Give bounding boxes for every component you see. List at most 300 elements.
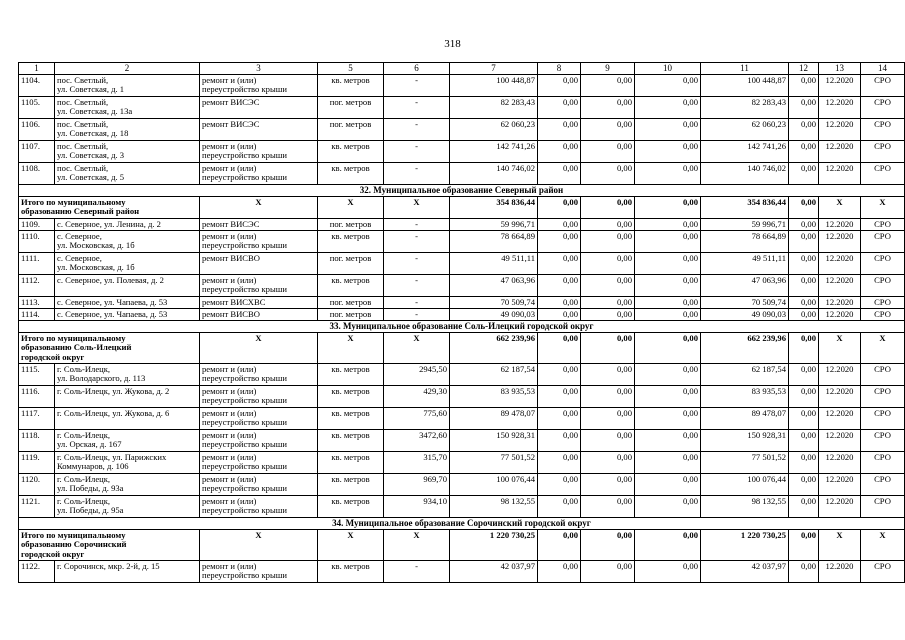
table-cell: 12.2020 <box>819 429 861 451</box>
column-number-cell: 9 <box>581 63 635 75</box>
total-label: Итого по муниципальному образованию Сорочинский городской округ <box>19 529 200 560</box>
table-row <box>19 473 905 495</box>
table-cell: пос. Светлый, ул. Советская, д. 1 <box>55 74 200 96</box>
table-cell: 78 664,89 <box>701 230 789 252</box>
table-cell: 0,00 <box>538 363 581 385</box>
table-cell: 12.2020 <box>819 252 861 274</box>
table-cell: 0,00 <box>635 429 701 451</box>
table-cell: СРО <box>861 274 905 296</box>
table-cell: 62 187,54 <box>450 363 538 385</box>
table-row <box>19 230 905 252</box>
table-cell: с. Северное, ул. Ленина, д. 2 <box>55 218 200 230</box>
table-cell: кв. метров <box>318 560 384 582</box>
table-cell: 0,00 <box>635 162 701 184</box>
table-cell: 0,00 <box>581 296 635 308</box>
table-cell: ремонт и (или) переустройство крыши <box>200 407 318 429</box>
table-cell: кв. метров <box>318 473 384 495</box>
table-cell: - <box>384 96 450 118</box>
total-cell: 1 220 730,25 <box>701 529 789 560</box>
table-cell: 98 132,55 <box>701 495 789 517</box>
table-cell: 62 060,23 <box>450 118 538 140</box>
table-cell: 0,00 <box>789 230 819 252</box>
table-cell: 0,00 <box>789 252 819 274</box>
capital-repair-table <box>18 62 905 583</box>
table-cell: 0,00 <box>635 385 701 407</box>
table-cell: - <box>384 252 450 274</box>
table-cell: 0,00 <box>789 429 819 451</box>
total-cell: Х <box>861 196 905 218</box>
table-cell: ремонт и (или) переустройство крыши <box>200 495 318 517</box>
table-cell: 0,00 <box>538 252 581 274</box>
table-cell: 0,00 <box>789 96 819 118</box>
row-number-cell: 1109. <box>19 218 55 230</box>
total-cell: 0,00 <box>538 196 581 218</box>
column-number-cell: 6 <box>384 63 450 75</box>
table-cell: кв. метров <box>318 230 384 252</box>
table-row <box>19 308 905 320</box>
table-cell: 142 741,26 <box>701 140 789 162</box>
table-cell: 0,00 <box>581 140 635 162</box>
table-cell: 934,10 <box>384 495 450 517</box>
table-cell: пос. Светлый, ул. Советская, д. 3 <box>55 140 200 162</box>
table-cell: - <box>384 218 450 230</box>
table-cell: кв. метров <box>318 363 384 385</box>
table-cell: СРО <box>861 560 905 582</box>
table-row <box>19 429 905 451</box>
table-cell: 0,00 <box>538 230 581 252</box>
table-cell: 12.2020 <box>819 451 861 473</box>
column-number-cell: 3 <box>200 63 318 75</box>
table-cell: 0,00 <box>581 407 635 429</box>
table-row <box>19 385 905 407</box>
table-cell: 0,00 <box>789 407 819 429</box>
table-cell: СРО <box>861 218 905 230</box>
row-number-cell: 1119. <box>19 451 55 473</box>
total-cell: Х <box>819 529 861 560</box>
table-cell: кв. метров <box>318 407 384 429</box>
table-cell: 0,00 <box>789 74 819 96</box>
table-cell: 12.2020 <box>819 296 861 308</box>
table-cell: 89 478,07 <box>701 407 789 429</box>
table-cell: 12.2020 <box>819 230 861 252</box>
table-cell: пог. метров <box>318 118 384 140</box>
table-cell: 0,00 <box>789 560 819 582</box>
table-cell: 62 187,54 <box>701 363 789 385</box>
table-cell: 0,00 <box>538 407 581 429</box>
table-cell: СРО <box>861 230 905 252</box>
table-cell: - <box>384 140 450 162</box>
table-cell: 0,00 <box>581 429 635 451</box>
table-cell: г. Соль-Илецк, ул. Орская, д. 167 <box>55 429 200 451</box>
table-cell: 150 928,31 <box>701 429 789 451</box>
table-cell: кв. метров <box>318 74 384 96</box>
table-cell: 0,00 <box>635 230 701 252</box>
total-cell: Х <box>861 332 905 363</box>
table-cell: 140 746,02 <box>450 162 538 184</box>
table-cell: 0,00 <box>581 473 635 495</box>
table-cell: 0,00 <box>538 385 581 407</box>
total-cell: 354 836,44 <box>701 196 789 218</box>
table-cell: СРО <box>861 96 905 118</box>
column-number-row <box>19 63 905 75</box>
column-number-cell: 7 <box>450 63 538 75</box>
table-row <box>19 96 905 118</box>
table-cell: 0,00 <box>635 560 701 582</box>
table-cell: 0,00 <box>581 74 635 96</box>
table-cell: 77 501,52 <box>701 451 789 473</box>
table-cell: 0,00 <box>789 473 819 495</box>
table-cell: ремонт ВИСВО <box>200 308 318 320</box>
table-cell: 0,00 <box>538 140 581 162</box>
table-cell: ремонт ВИСЭС <box>200 218 318 230</box>
total-cell: Х <box>384 332 450 363</box>
row-number-cell: 1105. <box>19 96 55 118</box>
table-cell: 0,00 <box>635 218 701 230</box>
table-cell: 49 090,03 <box>450 308 538 320</box>
table-cell: 0,00 <box>581 252 635 274</box>
table-cell: 0,00 <box>581 363 635 385</box>
total-row <box>19 196 905 218</box>
table-cell: ремонт и (или) переустройство крыши <box>200 230 318 252</box>
table-cell: с. Северное, ул. Московская, д. 1б <box>55 252 200 274</box>
table-cell: 0,00 <box>635 118 701 140</box>
table-cell: - <box>384 308 450 320</box>
table-cell: 12.2020 <box>819 274 861 296</box>
table-cell: 0,00 <box>789 118 819 140</box>
table-cell: ремонт и (или) переустройство крыши <box>200 162 318 184</box>
table-cell: 49 090,03 <box>701 308 789 320</box>
table-row <box>19 407 905 429</box>
table-cell: кв. метров <box>318 385 384 407</box>
table-cell: 0,00 <box>581 118 635 140</box>
table-cell: 0,00 <box>635 74 701 96</box>
section-heading-row <box>19 320 905 332</box>
table-cell: г. Соль-Илецк, ул. Победы, д. 93а <box>55 473 200 495</box>
total-cell: Х <box>318 332 384 363</box>
table-cell: 12.2020 <box>819 363 861 385</box>
table-cell: 0,00 <box>789 495 819 517</box>
table-cell: г. Соль-Илецк, ул. Володарского, д. 113 <box>55 363 200 385</box>
table-cell: 0,00 <box>789 363 819 385</box>
table-cell: 70 509,74 <box>701 296 789 308</box>
table-cell: 82 283,43 <box>701 96 789 118</box>
table-cell: 12.2020 <box>819 495 861 517</box>
table-row <box>19 74 905 96</box>
row-number-cell: 1116. <box>19 385 55 407</box>
table-cell: - <box>384 296 450 308</box>
table-row <box>19 451 905 473</box>
row-number-cell: 1113. <box>19 296 55 308</box>
table-cell: ремонт и (или) переустройство крыши <box>200 74 318 96</box>
table-cell: 59 996,71 <box>450 218 538 230</box>
table-cell: 142 741,26 <box>450 140 538 162</box>
table-cell: 0,00 <box>538 274 581 296</box>
table-cell: СРО <box>861 74 905 96</box>
total-cell: 0,00 <box>581 529 635 560</box>
table-cell: 0,00 <box>538 495 581 517</box>
table-cell: пос. Светлый, ул. Советская, д. 18 <box>55 118 200 140</box>
table-cell: ремонт и (или) переустройство крыши <box>200 429 318 451</box>
table-cell: 0,00 <box>581 385 635 407</box>
table-cell: - <box>384 230 450 252</box>
row-number-cell: 1104. <box>19 74 55 96</box>
table-cell: 100 448,87 <box>450 74 538 96</box>
table-cell: 0,00 <box>635 407 701 429</box>
table-cell: 0,00 <box>538 118 581 140</box>
total-cell: 0,00 <box>789 332 819 363</box>
table-cell: 315,70 <box>384 451 450 473</box>
table-cell: 0,00 <box>635 451 701 473</box>
table-cell: 140 746,02 <box>701 162 789 184</box>
total-cell: Х <box>384 529 450 560</box>
table-cell: 12.2020 <box>819 385 861 407</box>
total-cell: 0,00 <box>581 332 635 363</box>
table-cell: пог. метров <box>318 252 384 274</box>
column-number-cell: 12 <box>789 63 819 75</box>
table-cell: 47 063,96 <box>450 274 538 296</box>
table-cell: ремонт и (или) переустройство крыши <box>200 363 318 385</box>
total-cell: 0,00 <box>635 196 701 218</box>
table-cell: пог. метров <box>318 308 384 320</box>
table-cell: СРО <box>861 385 905 407</box>
row-number-cell: 1115. <box>19 363 55 385</box>
table-cell: 62 060,23 <box>701 118 789 140</box>
page-number: 318 <box>444 38 461 50</box>
table-cell: 0,00 <box>789 274 819 296</box>
table-cell: с. Северное, ул. Московская, д. 1б <box>55 230 200 252</box>
table-cell: 78 664,89 <box>450 230 538 252</box>
table-cell: 12.2020 <box>819 218 861 230</box>
table-cell: - <box>384 162 450 184</box>
table-cell: 100 076,44 <box>701 473 789 495</box>
row-number-cell: 1107. <box>19 140 55 162</box>
table-cell: ремонт и (или) переустройство крыши <box>200 274 318 296</box>
table-cell: СРО <box>861 429 905 451</box>
column-number-cell: 11 <box>701 63 789 75</box>
table-row <box>19 296 905 308</box>
table-cell: 0,00 <box>789 140 819 162</box>
table-cell: 0,00 <box>635 274 701 296</box>
column-number-cell: 14 <box>861 63 905 75</box>
row-number-cell: 1122. <box>19 560 55 582</box>
table-cell: ремонт и (или) переустройство крыши <box>200 560 318 582</box>
table-row <box>19 495 905 517</box>
table-cell: 12.2020 <box>819 140 861 162</box>
table-cell: 0,00 <box>789 218 819 230</box>
total-cell: 0,00 <box>538 529 581 560</box>
table-cell: 0,00 <box>581 218 635 230</box>
table-cell: 0,00 <box>789 308 819 320</box>
row-number-cell: 1117. <box>19 407 55 429</box>
column-number-cell: 8 <box>538 63 581 75</box>
table-cell: кв. метров <box>318 429 384 451</box>
table-cell: 89 478,07 <box>450 407 538 429</box>
table-cell: пог. метров <box>318 218 384 230</box>
table-cell: 0,00 <box>538 162 581 184</box>
total-cell: Х <box>318 529 384 560</box>
table-cell: 0,00 <box>635 473 701 495</box>
table-cell: 2945,50 <box>384 363 450 385</box>
row-number-cell: 1114. <box>19 308 55 320</box>
table-cell: 0,00 <box>581 495 635 517</box>
table-cell: с. Северное, ул. Полевая, д. 2 <box>55 274 200 296</box>
total-cell: Х <box>318 196 384 218</box>
table-cell: 12.2020 <box>819 118 861 140</box>
table-cell: 0,00 <box>538 429 581 451</box>
table-cell: 49 511,11 <box>701 252 789 274</box>
table-cell: г. Сорочинск, мкр. 2-й, д. 15 <box>55 560 200 582</box>
table-cell: 0,00 <box>538 560 581 582</box>
table-cell: 775,60 <box>384 407 450 429</box>
table-cell: - <box>384 560 450 582</box>
table-cell: 49 511,11 <box>450 252 538 274</box>
table-cell: ремонт ВИСЭС <box>200 118 318 140</box>
table-cell: ремонт ВИСВО <box>200 252 318 274</box>
table-cell: СРО <box>861 118 905 140</box>
total-cell: Х <box>819 196 861 218</box>
table-cell: пос. Светлый, ул. Советская, д. 13а <box>55 96 200 118</box>
table-cell: 12.2020 <box>819 407 861 429</box>
table-cell: 0,00 <box>789 385 819 407</box>
table-cell: СРО <box>861 140 905 162</box>
table-row <box>19 560 905 582</box>
table-cell: 0,00 <box>538 218 581 230</box>
table-cell: СРО <box>861 363 905 385</box>
table-cell: 0,00 <box>789 162 819 184</box>
column-number-cell: 5 <box>318 63 384 75</box>
row-number-cell: 1120. <box>19 473 55 495</box>
table-cell: 0,00 <box>635 252 701 274</box>
table-cell: СРО <box>861 451 905 473</box>
table-cell: ремонт и (или) переустройство крыши <box>200 385 318 407</box>
total-cell: Х <box>384 196 450 218</box>
table-cell: 0,00 <box>635 308 701 320</box>
total-cell: Х <box>200 529 318 560</box>
total-label: Итого по муниципальному образованию Соль-Илецкий городской округ <box>19 332 200 363</box>
total-cell: 0,00 <box>635 332 701 363</box>
table-cell: 0,00 <box>635 363 701 385</box>
column-number-cell: 2 <box>55 63 200 75</box>
total-cell: 354 836,44 <box>450 196 538 218</box>
table-row <box>19 118 905 140</box>
table-cell: 0,00 <box>581 230 635 252</box>
table-cell: 12.2020 <box>819 473 861 495</box>
table-cell: 0,00 <box>789 451 819 473</box>
column-number-cell: 13 <box>819 63 861 75</box>
table-row <box>19 252 905 274</box>
table-cell: 12.2020 <box>819 96 861 118</box>
table-cell: 150 928,31 <box>450 429 538 451</box>
table-cell: - <box>384 118 450 140</box>
table-cell: 429,30 <box>384 385 450 407</box>
column-number-cell: 10 <box>635 63 701 75</box>
row-number-cell: 1106. <box>19 118 55 140</box>
table-cell: пог. метров <box>318 296 384 308</box>
section-heading: 32. Муниципальное образование Северный район <box>19 184 905 196</box>
table-body <box>19 63 905 583</box>
total-cell: 662 239,96 <box>701 332 789 363</box>
section-heading-row <box>19 184 905 196</box>
section-heading-row <box>19 517 905 529</box>
total-cell: 0,00 <box>789 529 819 560</box>
table-cell: 0,00 <box>635 296 701 308</box>
table-cell: ремонт и (или) переустройство крыши <box>200 140 318 162</box>
table-row <box>19 140 905 162</box>
column-number-cell: 1 <box>19 63 55 75</box>
section-heading: 34. Муниципальное образование Сорочинский городской округ <box>19 517 905 529</box>
table-cell: с. Северное, ул. Чапаева, д. 53 <box>55 296 200 308</box>
table-cell: 0,00 <box>635 495 701 517</box>
total-row <box>19 529 905 560</box>
table-cell: ремонт ВИСХВС <box>200 296 318 308</box>
table-cell: ремонт ВИСЭС <box>200 96 318 118</box>
total-row <box>19 332 905 363</box>
table-row <box>19 363 905 385</box>
table-cell: пог. метров <box>318 96 384 118</box>
table-cell: 0,00 <box>538 473 581 495</box>
total-cell: Х <box>200 332 318 363</box>
table-cell: 12.2020 <box>819 162 861 184</box>
table-cell: 0,00 <box>635 96 701 118</box>
total-cell: 1 220 730,25 <box>450 529 538 560</box>
table-cell: 0,00 <box>581 308 635 320</box>
table-cell: 83 935,53 <box>450 385 538 407</box>
table-cell: кв. метров <box>318 451 384 473</box>
table-cell: 47 063,96 <box>701 274 789 296</box>
table-cell: - <box>384 274 450 296</box>
table-cell: ремонт и (или) переустройство крыши <box>200 473 318 495</box>
total-cell: Х <box>861 529 905 560</box>
table-cell: 42 037,97 <box>701 560 789 582</box>
table-cell: 0,00 <box>538 308 581 320</box>
row-number-cell: 1112. <box>19 274 55 296</box>
table-cell: 0,00 <box>538 296 581 308</box>
table-cell: 82 283,43 <box>450 96 538 118</box>
table-cell: СРО <box>861 473 905 495</box>
table-row <box>19 218 905 230</box>
table-cell: 100 448,87 <box>701 74 789 96</box>
table-cell: 969,70 <box>384 473 450 495</box>
table-cell: СРО <box>861 252 905 274</box>
table-cell: 0,00 <box>538 451 581 473</box>
table-cell: 100 076,44 <box>450 473 538 495</box>
row-number-cell: 1121. <box>19 495 55 517</box>
row-number-cell: 1110. <box>19 230 55 252</box>
table-cell: 0,00 <box>789 296 819 308</box>
table-cell: 0,00 <box>581 560 635 582</box>
table-row <box>19 162 905 184</box>
table-cell: - <box>384 74 450 96</box>
table-cell: 0,00 <box>635 140 701 162</box>
section-heading: 33. Муниципальное образование Соль-Илецкий городской округ <box>19 320 905 332</box>
total-cell: Х <box>819 332 861 363</box>
table-cell: СРО <box>861 407 905 429</box>
total-label: Итого по муниципальному образованию Северный район <box>19 196 200 218</box>
table-cell: 59 996,71 <box>701 218 789 230</box>
table-cell: 0,00 <box>538 96 581 118</box>
table-row <box>19 274 905 296</box>
table-cell: 0,00 <box>581 162 635 184</box>
table-cell: кв. метров <box>318 140 384 162</box>
table-cell: кв. метров <box>318 495 384 517</box>
total-cell: 0,00 <box>789 196 819 218</box>
row-number-cell: 1111. <box>19 252 55 274</box>
table-cell: СРО <box>861 162 905 184</box>
table-cell: СРО <box>861 308 905 320</box>
row-number-cell: 1118. <box>19 429 55 451</box>
total-cell: 0,00 <box>635 529 701 560</box>
table-cell: г. Соль-Илецк, ул. Победы, д. 95а <box>55 495 200 517</box>
